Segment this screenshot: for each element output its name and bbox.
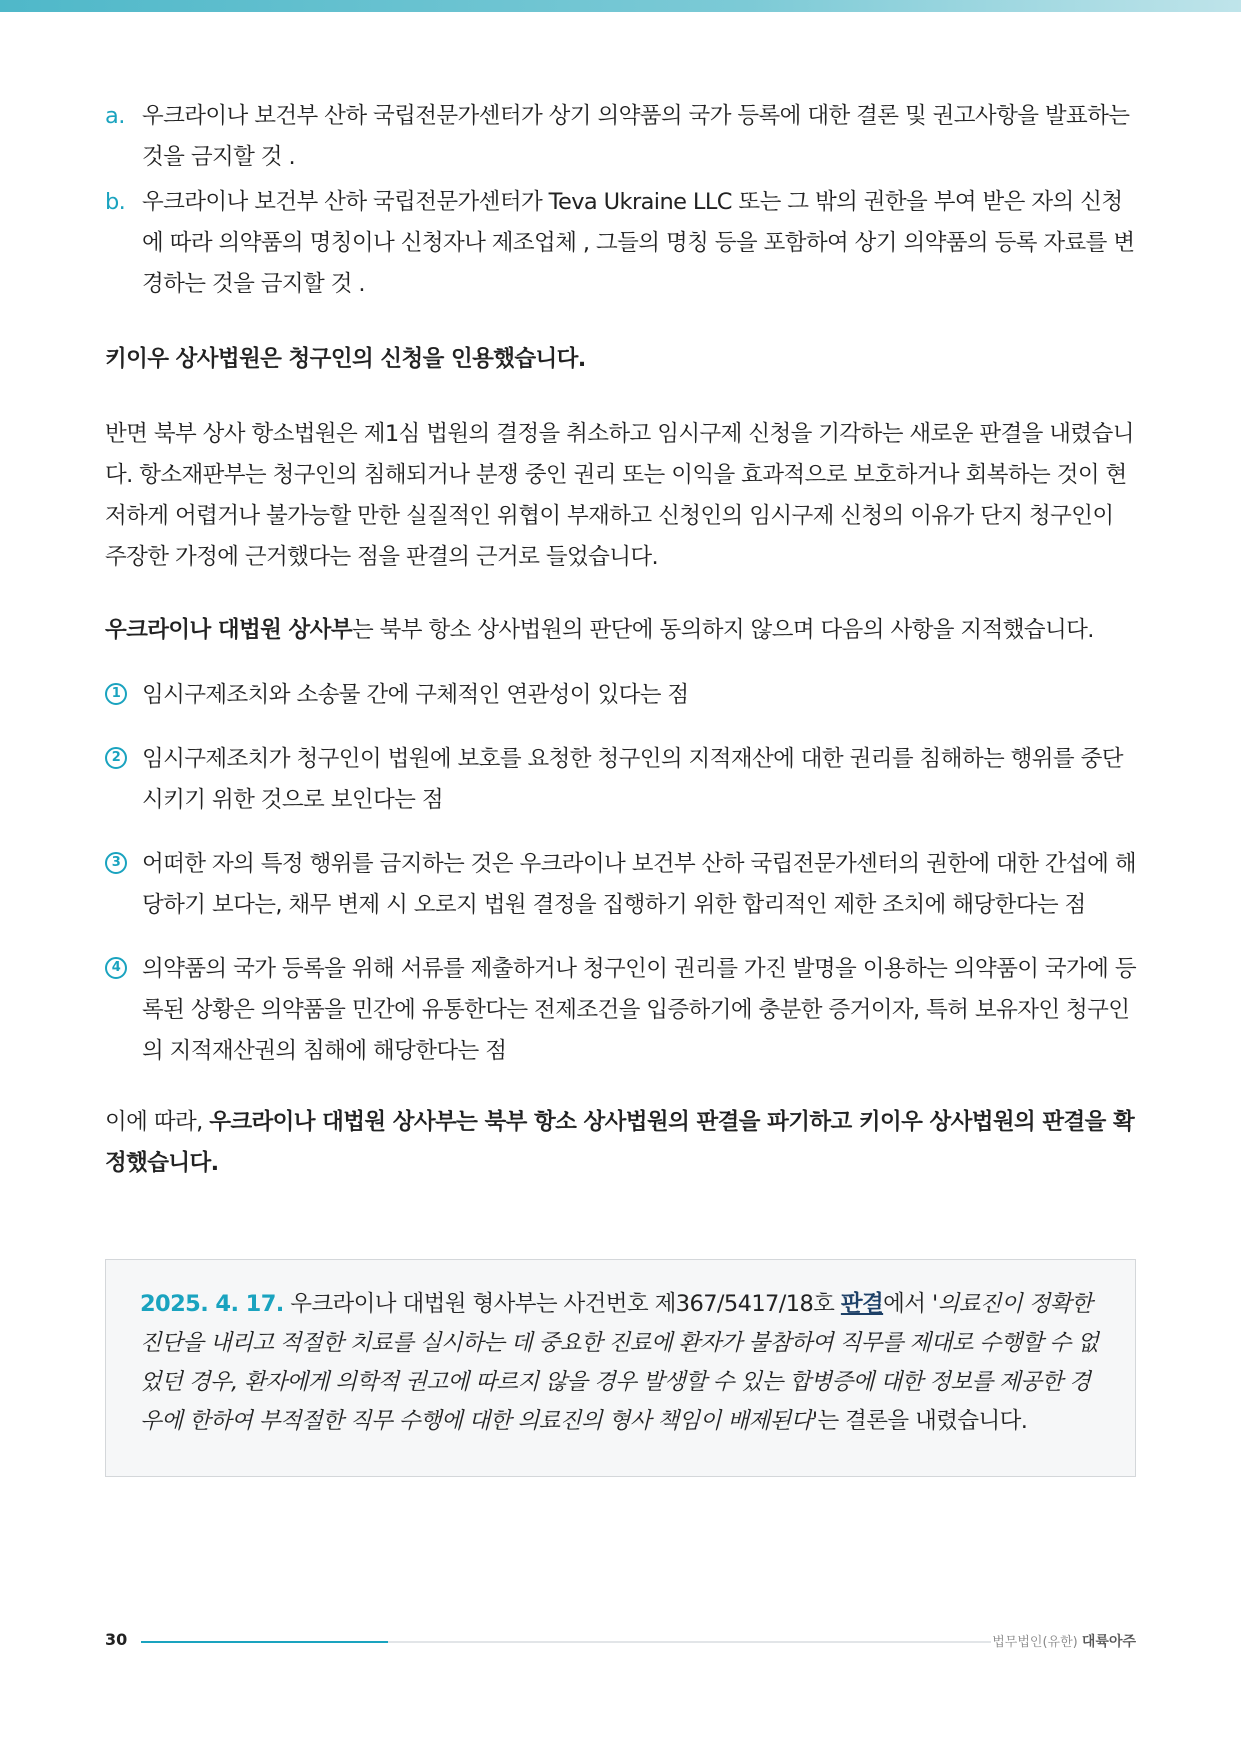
supreme-intro (105, 610, 1136, 651)
firm-brand-name: 대륙아주 (1081, 1634, 1136, 1650)
numbered-item-2 (105, 739, 1136, 821)
kyiv-court-statement: 키이우 상사법원은 청구인의 신청을 인용했습니다. (105, 346, 586, 372)
footer-divider-accent (141, 1641, 388, 1643)
number-circle-3: 3 (105, 852, 127, 874)
numbered-item-1 (105, 675, 1136, 716)
number-circle-2: 2 (105, 747, 127, 769)
news-quote: 의료진이 정확한 진단을 내리고 적절한 치료를 실시하는 데 중요한 진료에 환자가 불참하여 직무를 제대로 수행할 수 없었던 경우, 환자에게 의학적 권고에 따르지 않을 경우 발생할 수 있는 합병증에 대한 정보를 제공한 경우에 한하여 부적절한 직무 수행에 대한 의료진의 형사 책임이 배제된다 (140, 1291, 1099, 1434)
firm-brand (992, 1631, 1136, 1651)
numbered-item-3-text: 어떠한 자의 특정 행위를 금지하는 것은 우크라이나 보건부 산하 국립전문가센터의 권한에 대한 간섭에 해당하기 보다는, 채무 변제 시 오로지 법원 결정을 집행하기 위한 합리적인 제한 조치에 해당한다는 점 (142, 851, 1136, 918)
news-text-before: 우크라이나 대법원 형사부는 사건번호 제367/5417/18호 (283, 1291, 841, 1317)
list-marker-b: b. (105, 189, 126, 215)
appeal-paragraph: 반면 북부 상사 항소법원은 제1심 법원의 결정을 취소하고 임시구제 신청을 기각하는 새로운 판결을 내렸습니다. 항소재판부는 청구인의 침해되거나 분쟁 중인 권리 또는 이익을 효과적으로 보호하거나 회복하는 것이 현저하게 어렵거나 불가능할 만한 실질적인 위협이 부재하고 신청인의 임시구제 신청의 이유가 단지 청구인이 주장한 가정에 근거했다는 점을 판결의 근거로 들었습니다. (105, 421, 1134, 570)
news-text-after: '는 결론을 내렸습니다. (811, 1408, 1028, 1434)
number-circle-1: 1 (105, 683, 127, 705)
conclusion-prefix: 이에 따라, (105, 1109, 210, 1135)
list-item-b (105, 182, 1136, 305)
list-item-b-text: 우크라이나 보건부 산하 국립전문가센터가 Teva Ukraine LLC 또는 그 밖의 권한을 부여 받은 자의 신청에 따라 의약품의 명칭이나 신청자나 제조업체 , 그들의 명칭 등을 포함하여 상기 의약품의 등록 자료를 변경하는 것을 금지할 것 . (142, 189, 1135, 297)
list-item-a-text: 우크라이나 보건부 산하 국립전문가센터가 상기 의약품의 국가 등록에 대한 결론 및 권고사항을 발표하는 것을 금지할 것 . (142, 103, 1130, 170)
top-accent-bar (0, 0, 1241, 12)
news-box (105, 1259, 1136, 1477)
list-item-a (105, 96, 1136, 178)
news-box-text (140, 1285, 1101, 1441)
conclusion-paragraph (105, 1102, 1136, 1184)
number-circle-4: 4 (105, 957, 127, 979)
ruling-link[interactable]: 판결 (840, 1291, 884, 1317)
news-text-middle: 에서 ' (883, 1291, 938, 1317)
main-content (105, 96, 1136, 1184)
numbered-item-4 (105, 949, 1136, 1072)
news-date: 2025. 4. 17. (140, 1291, 284, 1317)
firm-brand-prefix: 법무법인(유한) (992, 1635, 1078, 1650)
page-footer (105, 1630, 1136, 1654)
list-marker-a: a. (105, 103, 125, 129)
page-number: 30 (105, 1630, 128, 1649)
supreme-intro-bold: 우크라이나 대법원 상사부 (105, 617, 352, 643)
numbered-item-2-text: 임시구제조치가 청구인이 법원에 보호를 요청한 청구인의 지적재산에 대한 권리를 침해하는 행위를 중단시키기 위한 것으로 보인다는 점 (142, 746, 1123, 813)
numbered-item-4-text: 의약품의 국가 등록을 위해 서류를 제출하거나 청구인이 권리를 가진 발명을 이용하는 의약품이 국가에 등록된 상황은 의약품을 민간에 유통한다는 전제조건을 입증하기에 충분한 증거이자, 특허 보유자인 청구인의 지적재산권의 침해에 해당한다는 점 (142, 956, 1136, 1064)
numbered-item-3 (105, 844, 1136, 926)
supreme-intro-rest: 는 북부 항소 상사법원의 판단에 동의하지 않으며 다음의 사항을 지적했습니다. (351, 617, 1094, 643)
numbered-item-1-text: 임시구제조치와 소송물 간에 구체적인 연관성이 있다는 점 (142, 682, 689, 708)
conclusion-bold: 우크라이나 대법원 상사부는 북부 항소 상사법원의 판결을 파기하고 키이우 상사법원의 판결을 확정했습니다. (105, 1109, 1135, 1176)
